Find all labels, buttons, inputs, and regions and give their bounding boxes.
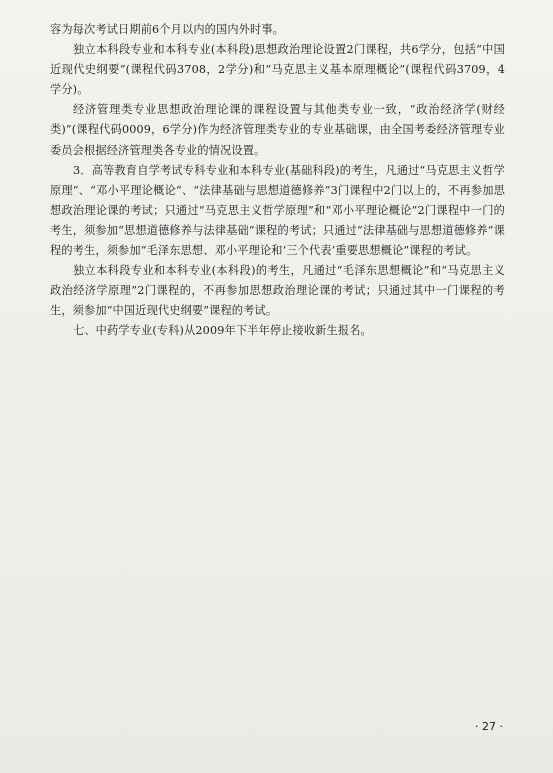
paragraph-continuation: 容为每次考试日期前6个月以内的国内外时事。	[50, 23, 285, 36]
paragraph-independent-undergrad: 独立本科段专业和本科专业(本科段)思想政治理论设置2门课程，共6学分，包括“中国近现代史纲要”(课程代码3708，2学分)和“马克思主义基本原理概论”(课程代码3709，4学分)。	[50, 43, 505, 97]
page-number: · 27 ·	[475, 720, 503, 733]
paragraph-section-7: 七、中药学专业(专科)从2009年下半年停止接收新生报名。	[73, 324, 372, 338]
paragraph-economic-management: 经济管理类专业思想政治理论课的课程设置与其他类专业一致，“政治经济学(财经类)”(课程代码0009，6学分)作为经济管理类专业的专业基础课，由全国考委经济管理专业委员会根据经济管理类各专业的情况设置。	[50, 103, 505, 157]
paragraph-section-3: 3．高等教育自学考试专科专业和本科专业(基础科段)的考生，凡通过“马克思主义哲学原理”、“邓小平理论概论”、“法律基础与思想道德修养”3门课程中2门以上的，不再参加思想政治理论课的考试；只通过“马克思主义哲学原理”和“邓小平理论概论”2门课程中一门的考生，须参加“思想道德修养与法律基础”课程的考试；只通过“法律基础与思想道德修养”课程的考生，须参加“毛泽东思想、邓小平理论和‘三个代表’重要思想概论”课程的考试。	[50, 163, 505, 258]
document-body	[50, 20, 505, 342]
paragraph-undergrad-candidates: 独立本科段专业和本科专业(本科段)的考生，凡通过“毛泽东思想概论”和“马克思主义政治经济学原理”2门课程的，不再参加思想政治理论课的考试；只通过其中一门课程的考生，须参加“中国近现代史纲要”课程的考试。	[50, 264, 505, 318]
